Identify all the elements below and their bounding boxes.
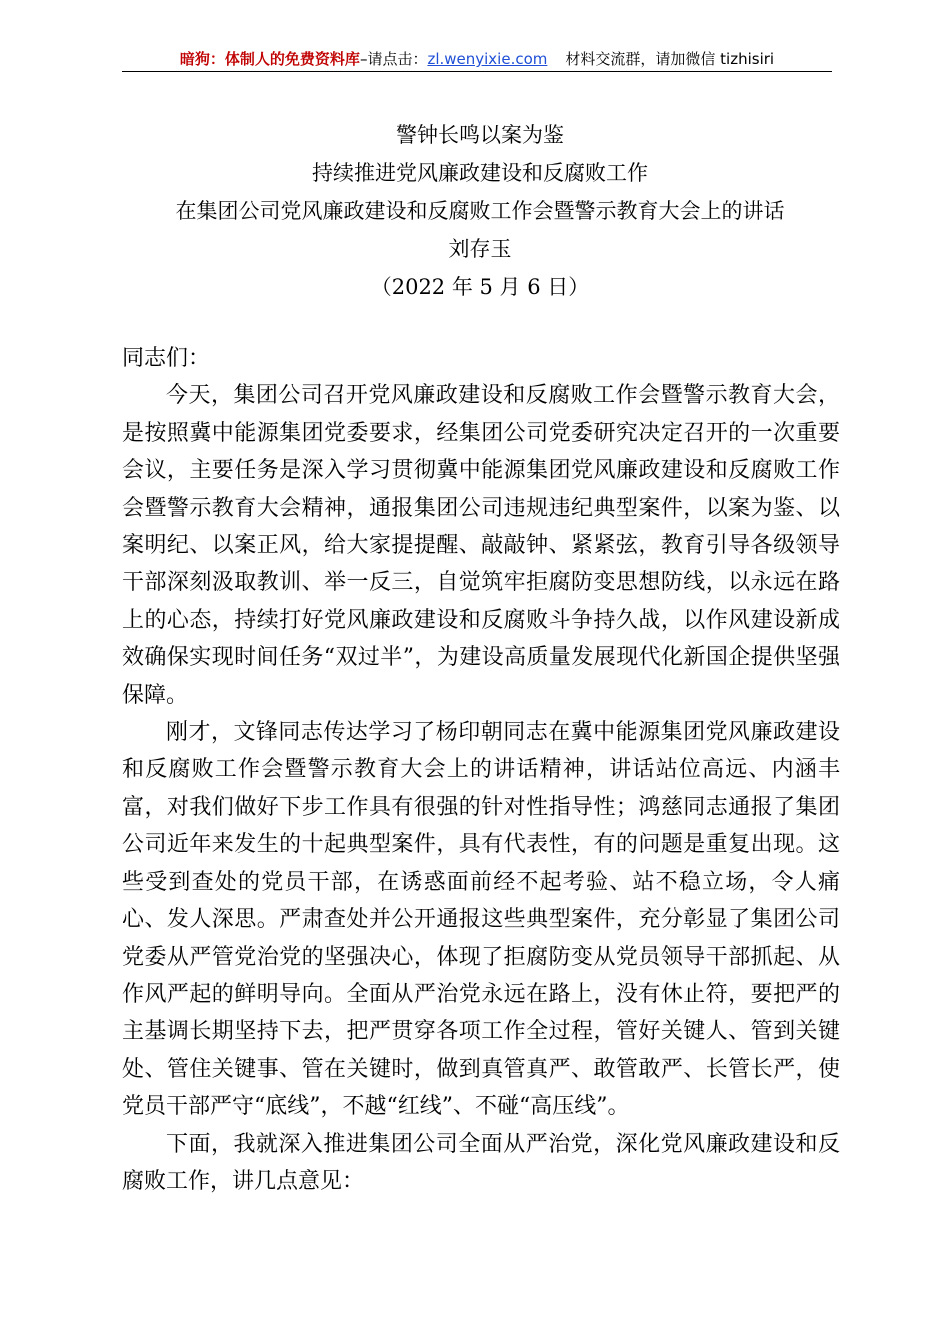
paragraph-2: 刚才，文锋同志传达学习了杨印朝同志在冀中能源集团党风廉政建设和反腐败工作会暨警示教育大会上的讲话精神，讲话站位高远、内涵丰富，对我们做好下步工作具有很强的针对性指导性；鸿慈同志通报了集团公司近年来发生的十起典型案件，具有代表性，有的问题是重复出现。这些受到查处的党员干部，在诱惑面前经不起考验、站不稳立场，令人痛心、发人深思。严肃查处并公开通报这些典型案件，充分彰显了集团公司党委从严管党治党的坚强决心，体现了拒腐防变从党员领导干部抓起、从作风严起的鲜明导向。全面从严治党永远在路上，没有休止符，要把严的主基调长期坚持下去，把严贯穿各项工作全过程，管好关键人、管到关键处、管住关键事、管在关键时，做到真管真严、敢管敢严、长管长严，使党员干部严守“底线”，不越“红线”、不碰“高压线”。: [122, 720, 840, 1120]
title-line-3: 在集团公司党风廉政建设和反腐败工作会暨警示教育大会上的讲话: [175, 199, 785, 223]
paragraph-3: 下面，我就深入推进集团公司全面从严治党，深化党风廉政建设和反腐败工作，讲几点意见：: [122, 1131, 840, 1194]
header-brand: 暗狗：体制人的免费资料库: [179, 50, 360, 68]
title-block: [110, 116, 850, 306]
author-name: 刘存玉: [448, 237, 512, 261]
salutation: 同志们：: [122, 346, 211, 371]
speech-body: [122, 340, 840, 1200]
header-link[interactable]: zl.wenyixie.com: [427, 50, 548, 68]
title-line-2: 持续推进党风廉政建设和反腐败工作: [312, 161, 648, 185]
header-prompt: –请点击：: [359, 50, 428, 68]
header-wechat-note: 材料交流群，请加微信 tizhisiri: [565, 50, 775, 68]
title-line-1: 警钟长鸣以案为鉴: [396, 123, 564, 147]
page-header: [122, 46, 832, 72]
speech-date: （2022 年 5 月 6 日）: [370, 275, 590, 299]
header-divider: [122, 71, 832, 72]
paragraph-1: 今天，集团公司召开党风廉政建设和反腐败工作会暨警示教育大会，是按照冀中能源集团党委要求，经集团公司党委研究决定召开的一次重要会议，主要任务是深入学习贯彻冀中能源集团党风廉政建设和反腐败工作会暨警示教育大会精神，通报集团公司违规违纪典型案件，以案为鉴、以案明纪、以案正风，给大家提提醒、敲敲钟、紧紧弦，教育引导各级领导干部深刻汲取教训、举一反三，自觉筑牢拒腐防变思想防线，以永远在路上的心态，持续打好党风廉政建设和反腐败斗争持久战，以作风建设新成效确保实现时间任务“双过半”，为建设高质量发展现代化新国企提供坚强保障。: [122, 383, 840, 708]
